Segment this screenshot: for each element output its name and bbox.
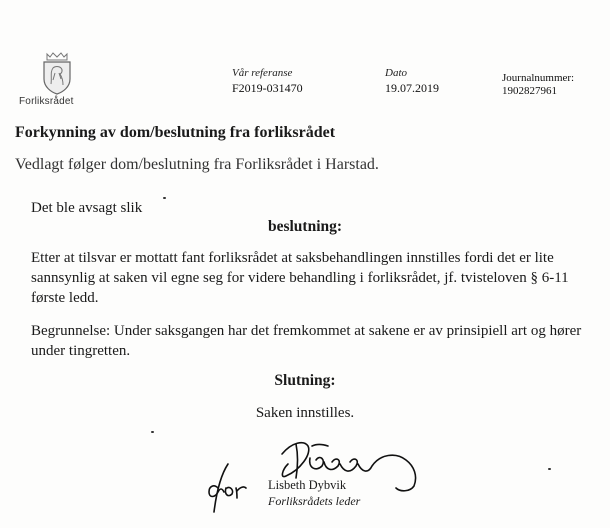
signer-name: Lisbeth Dybvik <box>268 478 347 492</box>
scan-speck <box>548 468 551 470</box>
journal-label: Journalnummer: <box>502 72 575 84</box>
conclusion-heading: Slutning: <box>274 372 336 389</box>
decision-text: Etter at tilsvar er mottatt fant forliksrådet at saksbehandlingen innstilles fordi det er lite sannsynlig at saken vil egne seg for videre behandling i forliksrådet, jf. tvisteloven § 6-11 første ledd. <box>31 250 569 306</box>
reasoning-text: Begrunnelse: Under saksgangen har det fremkommet at sakene er av prinsipiell art og hører under tingretten. <box>31 323 582 359</box>
scan-speck <box>163 197 166 199</box>
scan-speck <box>151 431 154 433</box>
date-value: 19.07.2019 <box>385 81 439 95</box>
journal-value: 1902827961 <box>502 85 557 97</box>
conclusion-text: Saken innstilles. <box>255 405 355 421</box>
reference-label: Vår referanse <box>232 67 293 79</box>
document-heading: Forkynning av dom/beslutning fra forliksrådet <box>15 124 336 141</box>
organization-name: Forliksrådet <box>19 96 74 107</box>
reference-value: F2019-031470 <box>232 81 303 95</box>
date-label: Dato <box>385 67 407 79</box>
intro-text: Vedlagt følger dom/beslutning fra Forliksrådet i Harstad. <box>15 156 379 173</box>
signer-title: Forliksrådets leder <box>268 494 361 508</box>
lead-text: Det ble avsagt slik <box>31 200 143 216</box>
coat-of-arms-lion-icon <box>40 51 74 95</box>
decision-heading: beslutning: <box>267 218 343 235</box>
